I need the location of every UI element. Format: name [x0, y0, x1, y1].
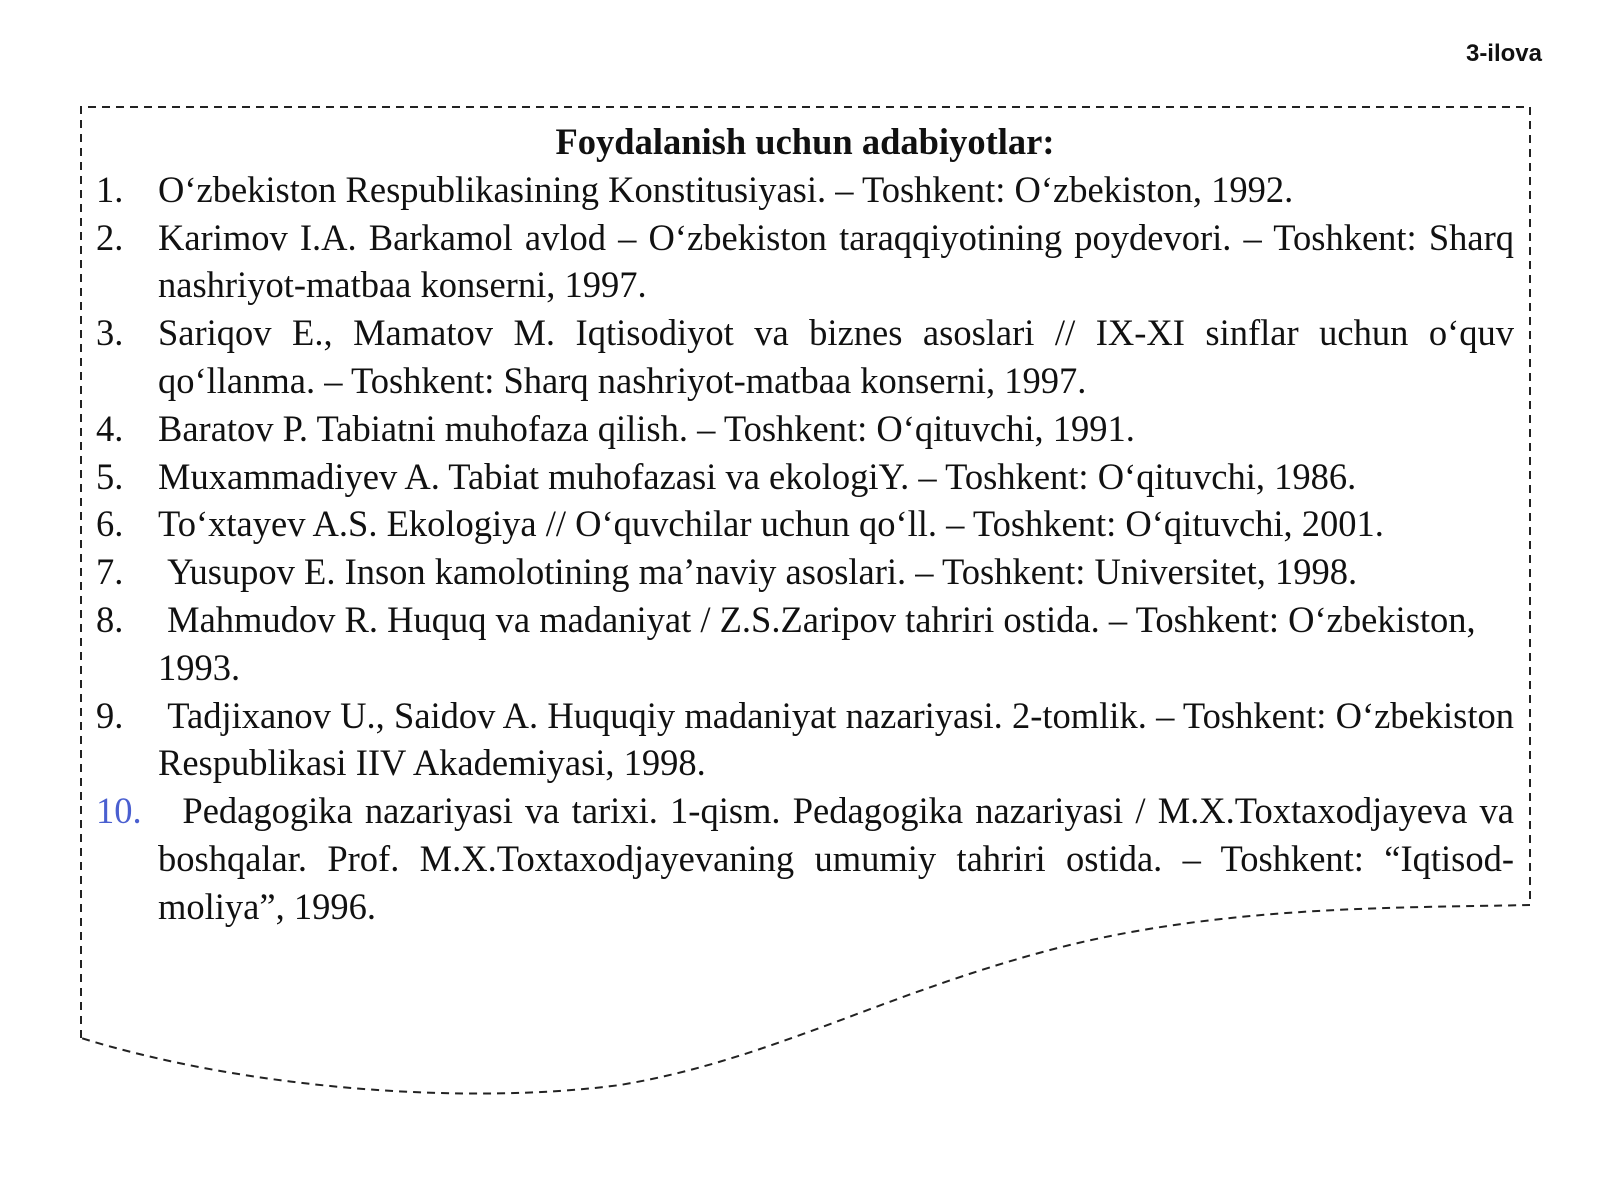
references-list — [96, 166, 1514, 931]
references-heading: Foydalanish uchun adabiyotlar: — [555, 121, 1055, 162]
list-item — [96, 500, 1514, 548]
item-text: Muxammadiyev A. Tabiat muhofazasi va ekologiY. – Toshkent: O‘qituvchi, 1986. — [158, 455, 1357, 497]
list-item — [96, 692, 1514, 788]
item-number: 6. — [96, 503, 124, 545]
item-number: 1. — [96, 168, 124, 210]
list-item — [96, 405, 1514, 453]
item-number: 4. — [96, 407, 124, 449]
list-item — [96, 309, 1514, 405]
item-text: Mahmudov R. Huquq va madaniyat / Z.S.Zaripov tahriri ostida. – Toshkent: O‘zbekiston, 1993. — [158, 598, 1476, 688]
item-text: O‘zbekiston Respublikasining Konstitusiyasi. – Toshkent: O‘zbekiston, 1992. — [158, 168, 1294, 210]
item-text: Pedagogika nazariyasi va tarixi. 1-qism. Pedagogika nazariyasi / M.X.Toxtaxodjayeva va boshqalar. Prof. M.X.Toxtaxodjayevaning umumiy tahriri ostida. – Toshkent: “Iqtisod-moliya”, 1996. — [158, 790, 1515, 927]
item-number: 10. — [96, 790, 142, 832]
item-text: Yusupov E. Inson kamolotining ma’naviy asoslari. – Toshkent: Universitet, 1998. — [167, 551, 1358, 593]
list-item — [96, 787, 1514, 930]
item-number: 2. — [96, 216, 124, 258]
item-text: To‘xtayev A.S. Ekologiya // O‘quvchilar uchun qo‘ll. – Toshkent: O‘qituvchi, 2001. — [158, 503, 1384, 545]
list-item — [96, 548, 1514, 596]
list-item — [96, 166, 1514, 214]
item-text: Tadjixanov U., Saidov A. Huquqiy madaniyat nazariyasi. 2-tomlik. – Toshkent: O‘zbekiston Respublikasi IIV Akademiyasi, 1998. — [158, 694, 1514, 784]
appendix-label: 3-ilova — [1465, 40, 1542, 67]
list-item — [96, 596, 1514, 692]
item-text: Karimov I.A. Barkamol avlod – O‘zbekiston taraqqiyotining poydevori. – Toshkent: Sharq nashriyot-matbaa konserni, 1997. — [158, 216, 1514, 306]
references-panel — [96, 118, 1514, 931]
item-number: 8. — [96, 598, 124, 640]
item-text: Baratov P. Tabiatni muhofaza qilish. – Toshkent: O‘qituvchi, 1991. — [158, 407, 1135, 449]
item-number: 5. — [96, 455, 124, 497]
item-number: 3. — [96, 312, 124, 354]
item-text: Sariqov E., Mamatov M. Iqtisodiyot va biznes asoslari // IX-XI sinflar uchun o‘quv qo‘llanma. – Toshkent: Sharq nashriyot-matbaa konserni, 1997. — [158, 312, 1514, 401]
list-item — [96, 214, 1514, 310]
list-item — [96, 453, 1514, 501]
item-number: 9. — [96, 694, 124, 736]
item-number: 7. — [96, 551, 124, 593]
